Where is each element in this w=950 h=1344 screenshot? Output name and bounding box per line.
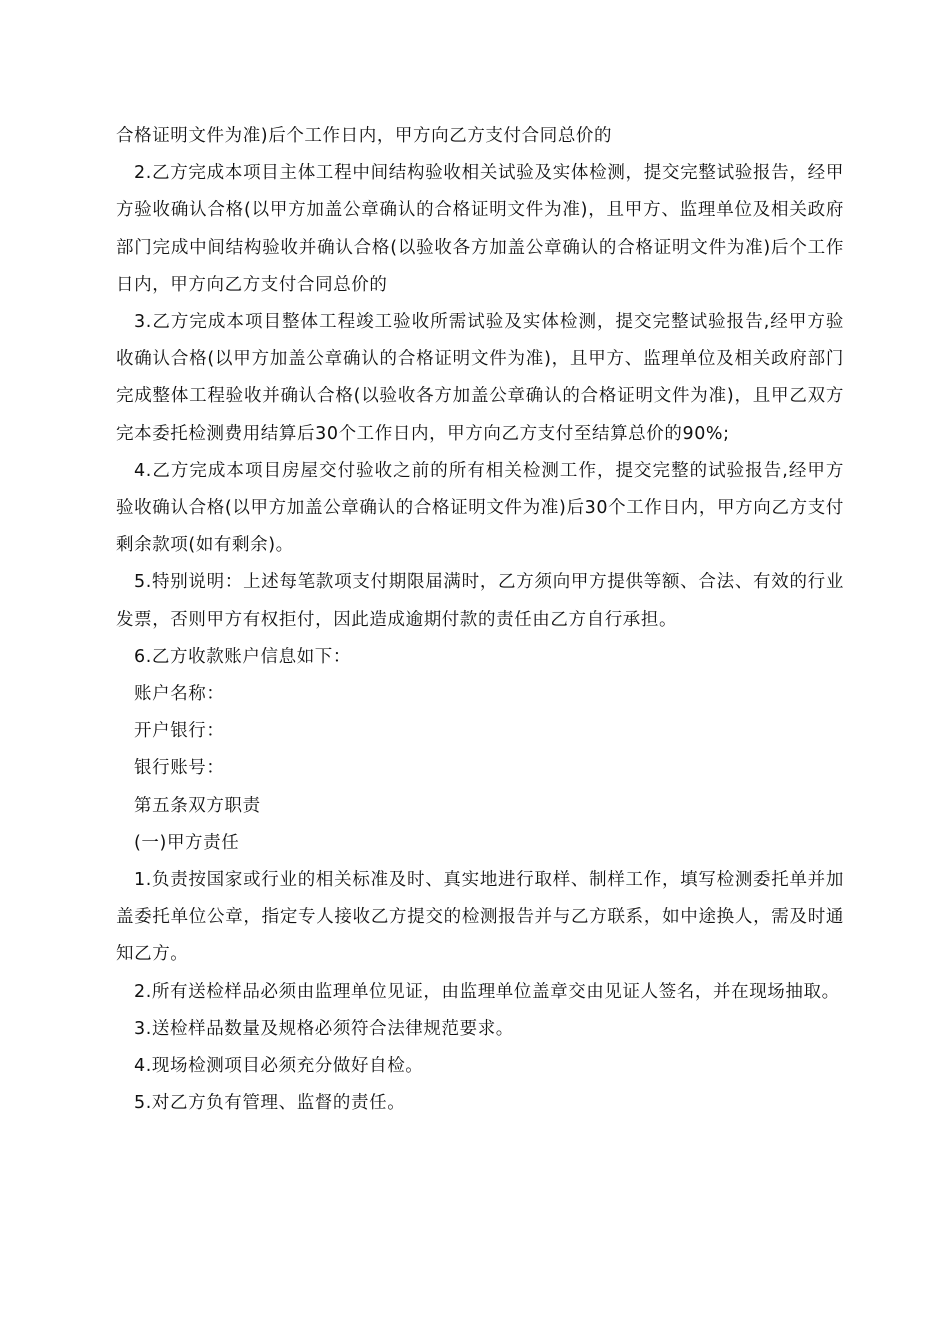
subsection-heading: (一)甲方责任 [134, 832, 240, 853]
duty-item-2: 2.所有送检样品必须由监理单位见证，由监理单位盖章交由见证人签名，并在现场抽取。 [134, 981, 840, 1002]
duty-item-3: 3.送检样品数量及规格必须符合法律规范要求。 [134, 1018, 514, 1039]
account-name-line: 账户名称： [134, 684, 225, 705]
account-number-line: 银行账号： [134, 758, 225, 779]
paragraph-clause-2: 2.乙方完成本项目主体工程中间结构验收相关试验及实体检测，提交完整试验报告，经甲方验收确认合格(以甲方加盖公章确认的合格证明文件为准)，且甲方、监理单位及相关政府部门完成中间结构验收并确认合格(以验收各方加盖公章确认的合格证明文件为准)后个工作日内，甲方向乙方支付合同总价的 [116, 163, 844, 295]
paragraph-clause-5: 5.特别说明：上述每笔款项支付期限届满时，乙方须向甲方提供等额、合法、有效的行业发票，否则甲方有权拒付，因此造成逾期付款的责任由乙方自行承担。 [116, 572, 844, 630]
duty-item-1: 1.负责按国家或行业的相关标准及时、真实地进行取样、制样工作，填写检测委托单并加盖委托单位公章，指定专人接收乙方提交的检测报告并与乙方联系，如中途换人，需及时通知乙方。 [116, 870, 844, 965]
paragraph-clause-3: 3.乙方完成本项目整体工程竣工验收所需试验及实体检测，提交完整试验报告,经甲方验收确认合格(以甲方加盖公章确认的合格证明文件为准)，且甲方、监理单位及相关政府部门完成整体工程验收并确认合格(以验收各方加盖公章确认的合格证明文件为准)，且甲乙双方完本委托检测费用结算后30个工作日内，甲方向乙方支付至结算总价的90%; [116, 312, 844, 444]
document-body [116, 118, 844, 1122]
paragraph-clause-4: 4.乙方完成本项目房屋交付验收之前的所有相关检测工作，提交完整的试验报告,经甲方验收确认合格(以甲方加盖公章确认的合格证明文件为准)后30个工作日内，甲方向乙方支付剩余款项(如有剩余)。 [116, 460, 844, 556]
section-heading: 第五条双方职责 [134, 795, 261, 816]
duty-item-5: 5.对乙方负有管理、监督的责任。 [134, 1093, 406, 1114]
bank-name-line: 开户银行： [134, 721, 225, 742]
paragraph-continuation: 合格证明文件为准)后个工作日内，甲方向乙方支付合同总价的 [116, 126, 613, 146]
duty-item-4: 4.现场检测项目必须充分做好自检。 [134, 1056, 424, 1077]
paragraph-clause-6: 6.乙方收款账户信息如下： [134, 646, 351, 667]
